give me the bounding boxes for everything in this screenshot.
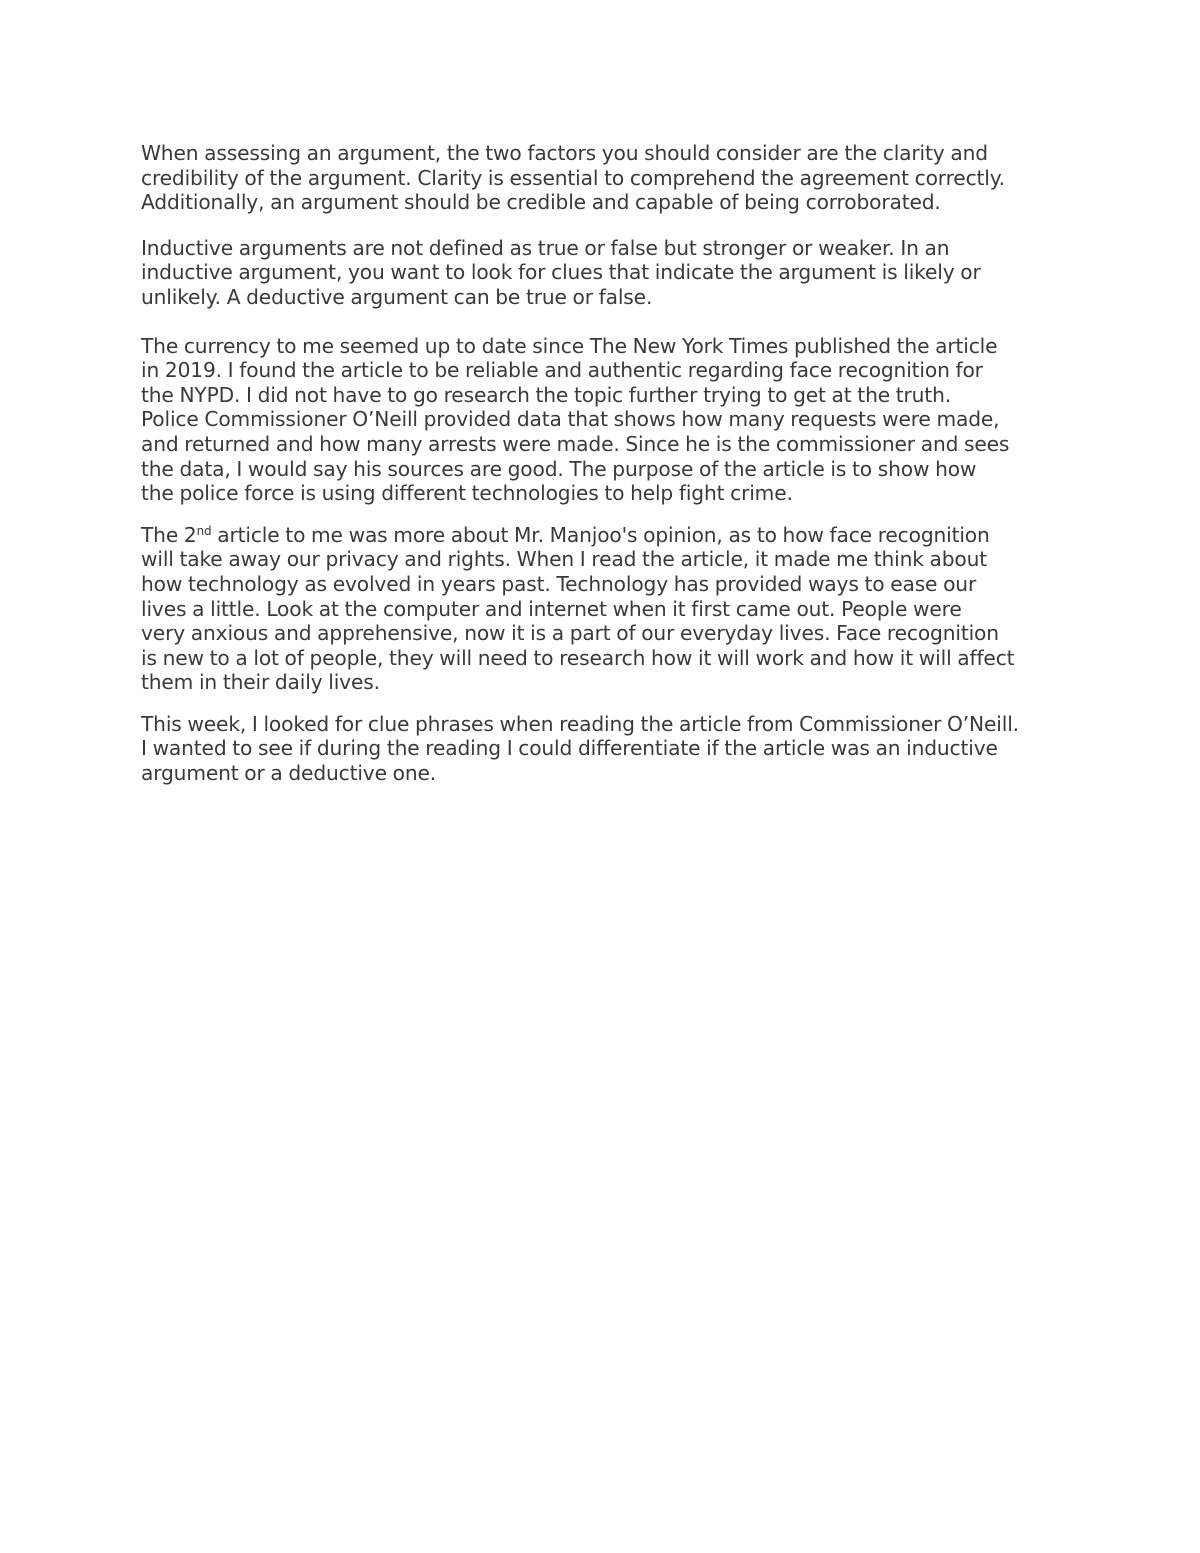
- text-line: how technology as evolved in years past. Technology has provided ways to ease our: [141, 571, 977, 596]
- paragraph-4: [141, 523, 1066, 695]
- text-line: them in their daily lives.: [141, 670, 380, 695]
- paragraph-2: [141, 236, 1066, 310]
- text-run: The 2: [141, 522, 197, 547]
- text-line: I wanted to see if during the reading I could differentiate if the article was an inductive: [141, 736, 998, 761]
- text-line: the police force is using different technologies to help fight crime.: [141, 481, 793, 506]
- text-line: will take away our privacy and rights. When I read the article, it made me think about: [141, 547, 988, 572]
- text-line: This week, I looked for clue phrases when reading the article from Commissioner O’Neill.: [141, 711, 1019, 736]
- text-line: the data, I would say his sources are good. The purpose of the article is to show how: [141, 456, 977, 481]
- text-line: is new to a lot of people, they will need to research how it will work and how it will affect: [141, 645, 1015, 670]
- text-line: in 2019. I found the article to be reliable and authentic regarding face recognition for: [141, 358, 983, 383]
- text-line: Police Commissioner O’Neill provided data that shows how many requests were made,: [141, 407, 1000, 432]
- document-body: [141, 141, 1066, 786]
- paragraph-1: [141, 141, 1066, 215]
- text-line: The currency to me seemed up to date since The New York Times published the article: [141, 333, 998, 358]
- text-line: inductive argument, you want to look for clues that indicate the argument is likely or: [141, 260, 981, 285]
- text-line: and returned and how many arrests were made. Since he is the commissioner and sees: [141, 431, 1010, 456]
- text-line: argument or a deductive one.: [141, 761, 437, 786]
- text-line: credibility of the argument. Clarity is essential to comprehend the agreement correctly.: [141, 165, 1005, 190]
- text-run: article to me was more about Mr. Manjoo's opinion, as to how face recognition: [211, 522, 990, 547]
- text-line: Inductive arguments are not defined as true or false but stronger or weaker. In an: [141, 235, 950, 260]
- ordinal-superscript: nd: [196, 523, 212, 538]
- text-line: the NYPD. I did not have to go research the topic further trying to get at the truth.: [141, 382, 951, 407]
- paragraph-5: [141, 712, 1066, 786]
- text-line: unlikely. A deductive argument can be true or false.: [141, 284, 653, 309]
- text-line: Additionally, an argument should be credible and capable of being corroborated.: [141, 190, 941, 215]
- text-line: very anxious and apprehensive, now it is a part of our everyday lives. Face recognition: [141, 621, 999, 646]
- paragraph-3: [141, 334, 1066, 506]
- text-line: lives a little. Look at the computer and internet when it first came out. People were: [141, 596, 962, 621]
- text-line: When assessing an argument, the two factors you should consider are the clarity and: [141, 141, 988, 165]
- text-line-with-superscript: [141, 523, 1066, 548]
